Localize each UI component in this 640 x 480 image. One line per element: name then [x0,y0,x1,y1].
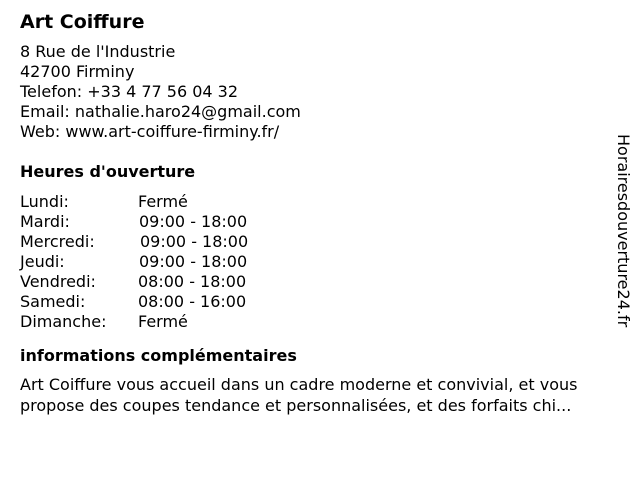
website-line: Web: www.art-coiffure-firminy.fr/ [20,122,280,141]
address-street: 8 Rue de l'Industrie [20,42,176,61]
hours-day: Mercredi: [20,232,95,251]
hours-day: Samedi: [20,292,86,311]
hours-row-mardi [20,212,620,232]
hours-day: Vendredi: [20,272,96,291]
hours-row-mercredi [20,232,620,252]
contact-block [20,42,620,142]
hours-time: 09:00 - 18:00 [140,232,249,251]
hours-day: Jeudi: [20,252,65,271]
hours-day: Mardi: [20,212,70,231]
hours-time: 08:00 - 18:00 [138,272,247,291]
address-city: 42700 Firminy [20,62,135,81]
hours-table [20,192,620,332]
hours-day: Lundi: [20,192,69,211]
business-card [20,10,620,416]
hours-time: 08:00 - 16:00 [138,292,247,311]
hours-row-jeudi [20,252,620,272]
hours-day: Dimanche: [20,312,107,331]
hours-row-vendredi [20,272,620,292]
hours-time: Fermé [138,192,188,211]
hours-row-samedi [20,292,620,312]
business-name: Art Coiffure [20,11,145,33]
hours-heading: Heures d'ouverture [20,162,196,181]
hours-row-lundi [20,192,620,212]
hours-time: Fermé [138,312,188,331]
site-watermark: Horairesdouverture24.fr [614,134,633,328]
hours-row-dimanche [20,312,620,332]
info-heading: informations complémentaires [20,346,297,365]
hours-time: 09:00 - 18:00 [139,252,248,271]
email-line: Email: nathalie.haro24@gmail.com [20,102,301,121]
info-description: Art Coiffure vous accueil dans un cadre moderne et convivial, et vous propose des coupes tendance et personnalisées, et des forfaits chi... [20,375,578,415]
phone-line: Telefon: +33 4 77 56 04 32 [20,82,239,101]
hours-time: 09:00 - 18:00 [139,212,248,231]
